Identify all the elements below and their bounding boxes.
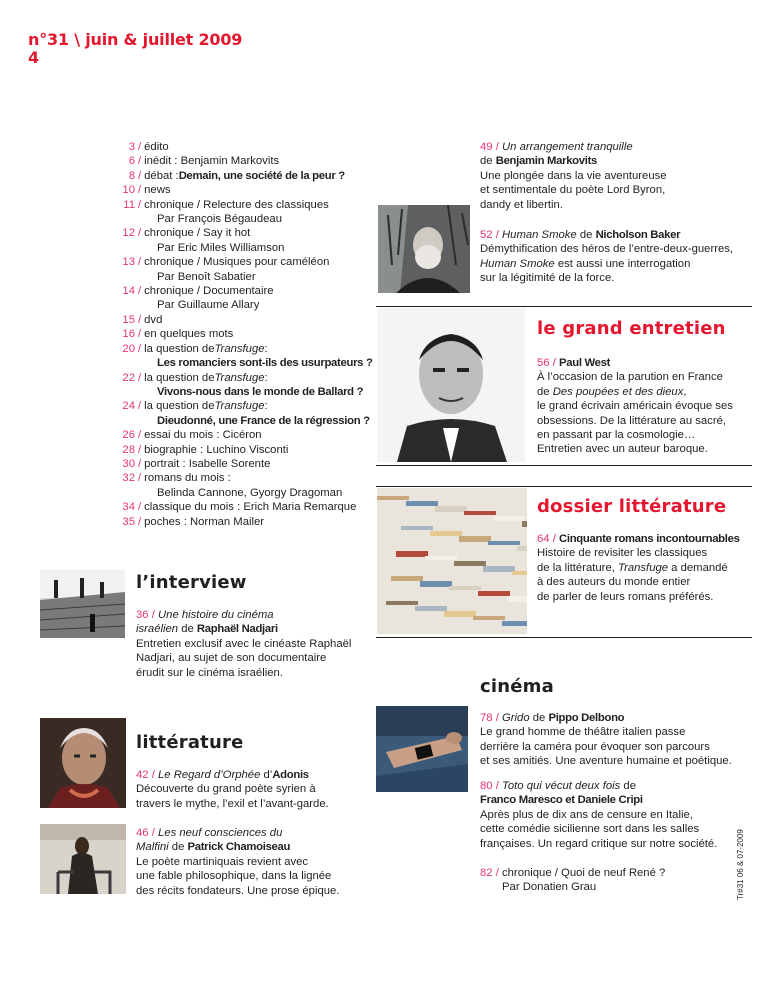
book-spine xyxy=(522,521,527,527)
toc-item[interactable] xyxy=(100,399,370,413)
toc-item[interactable] xyxy=(100,198,370,212)
toc-suffix: : xyxy=(264,400,268,413)
section-title-grand-entretien: le grand entretien xyxy=(537,318,726,339)
summary-line: de parler de leurs romans préférés. xyxy=(537,590,714,603)
page-ref: 42 xyxy=(136,769,149,781)
toc-label: dvd xyxy=(144,313,163,326)
article-author: Raphaël Nadjari xyxy=(196,623,278,636)
grido-photo xyxy=(376,706,468,792)
page-ref: 78 xyxy=(480,712,493,724)
article-grido[interactable]: 78 / Grido de Pippo Delbono Le grand homme de théâtre italien passe derrière la caméra pour évoquer son parcours et ses amitiés. Une aventure humaine et poétique. xyxy=(480,711,750,769)
toc-italic: Transfuge xyxy=(214,371,265,384)
toc-separator: / xyxy=(138,141,142,153)
book-spine xyxy=(507,596,527,602)
page-number: 4 xyxy=(28,48,40,67)
article-chronique-rene[interactable]: 82 / chronique / Quoi de neuf René ? Par Donatien Grau xyxy=(480,866,750,895)
article-title: Cinquante romans incontournables xyxy=(559,533,740,545)
article-author: Par Donatien Grau xyxy=(502,881,597,894)
toc-page-number: 28 xyxy=(122,443,135,456)
toc-italic: Transfuge xyxy=(214,400,265,413)
summary-line: une fable philosophique, dans la lignée xyxy=(136,870,332,883)
toc-question: Les romanciers sont-ils des usurpateurs ? xyxy=(157,357,373,370)
article-paul-west[interactable]: 56 / Paul West À l’occasion de la parution en France de Des poupées et des dieux, le grand écrivain américain évoque ses obsessions. De la littérature au sacré, en passant par la cosmologie… Entretien avec un auteur baroque. xyxy=(537,356,752,457)
summary-italic: Transfuge xyxy=(618,561,669,574)
toc-item[interactable] xyxy=(100,284,370,298)
book-spine xyxy=(449,586,481,590)
section-title-cinema: cinéma xyxy=(480,676,554,697)
article-title: Malfini xyxy=(136,841,169,854)
toc-byline: Belinda Cannone, Gyorgy Dragoman xyxy=(157,486,343,499)
summary-line: Entretien avec un auteur baroque. xyxy=(537,443,708,456)
page-ref: 82 xyxy=(480,867,493,879)
toc-separator: / xyxy=(138,256,142,269)
text-de: de xyxy=(537,385,553,398)
toc-page-number: 32 xyxy=(122,472,135,485)
toc-item[interactable] xyxy=(100,327,370,341)
toc-item[interactable] xyxy=(100,313,370,327)
toc-byline: Par Benoît Sabatier xyxy=(157,270,256,283)
toc-byline: Par Eric Miles Williamson xyxy=(157,241,285,254)
toc-byline: Par François Bégaudeau xyxy=(157,213,282,226)
book-spine xyxy=(435,506,467,512)
toc-label: inédit : Benjamin Markovits xyxy=(144,155,280,168)
toc-question: Vivons-nous dans le monde de Ballard ? xyxy=(157,385,364,398)
toc-label: la question de xyxy=(144,342,215,355)
toc-item[interactable] xyxy=(100,443,370,457)
article-chamoiseau[interactable]: 46 / Les neuf consciences du Malfini de Patrick Chamoiseau Le poète martiniquais revient avec une fable philosophique, dans la lignée des récits fondateurs. Une prose épique. xyxy=(136,826,376,898)
summary-italic: Des poupées et des dieux xyxy=(552,385,684,398)
toc-separator: / xyxy=(138,155,142,168)
article-title: Toto qui vécut deux fois xyxy=(502,780,621,792)
book-spine xyxy=(459,536,491,542)
chamoiseau-photo xyxy=(40,824,126,894)
book-spine xyxy=(454,561,486,566)
page-ref: 49 xyxy=(480,141,493,153)
table-of-contents xyxy=(100,140,373,529)
page-ref: 64 xyxy=(537,533,550,545)
toc-item[interactable] xyxy=(100,371,370,385)
section-title-dossier: dossier littérature xyxy=(537,496,727,517)
summary-line: Le poète martiniquais revient avec xyxy=(136,855,309,868)
toc-separator: / xyxy=(138,472,142,485)
summary-line: Entretien exclusif avec le cinéaste Raphaël xyxy=(136,637,352,650)
summary-line: Le grand homme de théâtre italien passe xyxy=(480,726,686,739)
toc-suffix: : xyxy=(264,342,268,355)
toc-item[interactable] xyxy=(100,342,370,356)
book-spine xyxy=(512,571,527,575)
text-comma: , xyxy=(683,385,687,398)
toc-label: édito xyxy=(144,141,169,153)
summary-line: Démythification des héros de l’entre-deux-guerres, xyxy=(480,243,734,256)
summary-line: sur la légitimité de la force. xyxy=(480,272,615,285)
text-de: de xyxy=(529,712,549,724)
book-spine xyxy=(401,526,433,530)
toc-label: chronique / Documentaire xyxy=(144,285,274,298)
book-spine xyxy=(396,551,428,557)
toc-separator: / xyxy=(138,371,142,384)
toc-label: portrait : Isabelle Sorente xyxy=(144,457,271,470)
toc-separator: / xyxy=(138,198,142,211)
book-spine xyxy=(386,601,418,605)
summary-line: des récits fondateurs. Une prose épique. xyxy=(136,884,340,897)
toc-separator: / xyxy=(138,169,142,182)
toc-separator: / xyxy=(138,328,142,341)
article-author: Nicholson Baker xyxy=(595,229,681,241)
toc-byline: Par Guillaume Allary xyxy=(157,299,260,312)
text-de: de xyxy=(178,623,197,636)
toc-item[interactable] xyxy=(100,226,370,240)
article-author: Pippo Delbono xyxy=(548,712,625,724)
summary-line: travers le mythe, l’exil et l’avant-garde. xyxy=(136,797,329,810)
summary-line: derrière la caméra pour évoquer son parcours xyxy=(480,740,710,753)
book-spine xyxy=(377,496,409,500)
article-nadjari[interactable]: 36 / Une histoire du cinéma israélien de Raphaël Nadjari Entretien exclusif avec le cinéaste Raphaël Nadjari, au sujet de son documentaire érudit sur le cinéma israélien. xyxy=(136,608,376,680)
toc-page-number: 10 xyxy=(122,184,135,197)
toc-label: la question de xyxy=(144,371,215,384)
summary-line: et ses amitiés. Une aventure humaine et poétique. xyxy=(480,755,732,768)
book-spine xyxy=(488,541,520,545)
toc-page-number: 6 xyxy=(128,155,135,168)
issue-code: Tr#31 06 & 07-2009 xyxy=(736,829,745,900)
adonis-photo xyxy=(40,718,126,808)
toc-page-number: 11 xyxy=(123,198,135,211)
toc-separator: / xyxy=(138,342,142,355)
toc-separator: / xyxy=(138,313,142,326)
article-author: Patrick Chamoiseau xyxy=(187,841,291,854)
toc-label: chronique / Relecture des classiques xyxy=(144,198,329,211)
summary-line: dandy et libertin. xyxy=(480,198,563,211)
summary-line: érudit sur le cinéma israélien. xyxy=(136,666,283,679)
book-spine xyxy=(430,531,462,536)
book-spine xyxy=(483,566,515,572)
toc-page-number: 26 xyxy=(122,429,135,442)
article-dossier[interactable]: 64 / Cinquante romans incontournables Histoire de revisiter les classiques de la littérature, Transfuge a demandé à des auteurs du monde entier de parler de leurs romans préférés. xyxy=(537,532,752,604)
summary-line: obsessions. De la littérature au sacré, xyxy=(537,414,727,427)
book-spine xyxy=(464,511,496,515)
markovits-photo xyxy=(378,205,470,293)
page-ref: 56 xyxy=(537,357,550,369)
toc-item[interactable] xyxy=(100,471,370,485)
article-title: Le Regard d’Orphée xyxy=(158,769,261,781)
summary-line: Découverte du grand poète syrien à xyxy=(136,783,316,796)
toc-item[interactable] xyxy=(100,183,370,197)
summary-line: en passant par la cosmologie… xyxy=(537,429,696,442)
toc-label: en quelques mots xyxy=(144,328,234,341)
summary-line: À l’occasion de la parution en France xyxy=(537,371,723,384)
text-de: de xyxy=(576,229,596,241)
toc-item[interactable] xyxy=(100,140,370,154)
book-spine xyxy=(517,546,527,551)
toc-label: chronique / Say it hot xyxy=(144,227,251,240)
toc-page-number: 34 xyxy=(122,501,135,514)
article-title: Les neuf consciences du xyxy=(158,827,283,839)
toc-page-number: 14 xyxy=(122,285,135,298)
article-author: Benjamin Markovits xyxy=(495,155,598,168)
toc-page-number: 13 xyxy=(122,256,135,269)
summary-line: Nadjari, au sujet de son documentaire xyxy=(136,652,327,665)
summary-line: françaises. Un regard critique sur notre société. xyxy=(480,837,718,850)
summary-line: cette comédie sicilienne sort dans les salles xyxy=(480,823,700,836)
book-spine xyxy=(478,591,510,596)
article-title: Un arrangement tranquille xyxy=(502,141,633,153)
book-spine xyxy=(420,581,452,587)
toc-item[interactable] xyxy=(100,428,370,442)
article-adonis[interactable]: 42 / Le Regard d’Orphée d’Adonis Découverte du grand poète syrien à travers le mythe, l’exil et l’avant-garde. xyxy=(136,768,376,811)
page-ref: 80 xyxy=(480,780,493,792)
article-baker[interactable]: 52 / Human Smoke de Nicholson Baker Démythification des héros de l’entre-deux-guerres, Human Smoke est aussi une interrogation sur la légitimité de la force. xyxy=(480,228,750,286)
toc-page-number: 24 xyxy=(122,400,135,413)
toc-question: Dieudonné, une France de la régression ? xyxy=(157,414,370,427)
toc-item[interactable] xyxy=(100,457,370,471)
toc-item[interactable] xyxy=(100,154,370,168)
text-de: d’ xyxy=(260,769,273,781)
book-spine xyxy=(473,616,505,620)
article-toto[interactable]: 80 / Toto qui vécut deux fois de Franco Maresco et Daniele Cripi Après plus de dix ans de censure en Italie, cette comédie sicilienne sort dans les salles françaises. Un regard critique sur notre société. xyxy=(480,779,750,851)
article-author: Paul West xyxy=(559,357,611,369)
summary-line: Après plus de dix ans de censure en Italie, xyxy=(480,808,693,821)
toc-label: classique du mois : Erich Maria Remarque xyxy=(144,501,357,514)
toc-bold-title: Demain, une société de la peur ? xyxy=(178,169,345,182)
toc-page-number: 3 xyxy=(128,141,135,153)
toc-label: poches : Norman Mailer xyxy=(144,515,265,528)
book-spine xyxy=(493,516,525,521)
toc-page-number: 30 xyxy=(122,457,135,470)
toc-item[interactable] xyxy=(100,255,370,269)
toc-label: romans du mois : xyxy=(144,472,231,485)
toc-separator: / xyxy=(138,443,142,456)
toc-suffix: : xyxy=(264,371,268,384)
article-title: chronique / Quoi de neuf René ? xyxy=(502,867,666,879)
summary-line: Histoire de revisiter les classiques xyxy=(537,547,708,560)
summary-line: a demandé xyxy=(668,561,728,574)
toc-label: chronique / Musiques pour caméléon xyxy=(144,256,330,269)
toc-page-number: 22 xyxy=(122,371,135,384)
page-ref: 52 xyxy=(480,229,493,241)
summary-line: le grand écrivain américain évoque ses xyxy=(537,400,733,413)
summary-line: et sentimentale du poète Lord Byron, xyxy=(480,184,666,197)
summary-line: Une plongée dans la vie aventureuse xyxy=(480,169,667,182)
book-spine xyxy=(415,606,447,611)
text-de: de xyxy=(168,841,188,854)
toc-label: biographie : Luchino Visconti xyxy=(144,443,289,456)
toc-page-number: 12 xyxy=(122,227,135,240)
summary-line: est aussi une interrogation xyxy=(554,257,691,270)
summary-line: à des auteurs du monde entier xyxy=(537,576,691,589)
text-de: de xyxy=(620,780,636,792)
toc-separator: / xyxy=(138,515,142,528)
toc-separator: / xyxy=(138,400,142,413)
article-author: Franco Maresco et Daniele Cripi xyxy=(480,794,643,807)
book-spine xyxy=(425,556,457,560)
books-photo xyxy=(377,488,527,634)
article-author: Adonis xyxy=(272,769,309,781)
toc-separator: / xyxy=(138,285,142,298)
article-markovits[interactable]: 49 / Un arrangement tranquille de Benjamin Markovits Une plongée dans la vie aventureuse et sentimentale du poète Lord Byron, dandy et libertin. xyxy=(480,140,750,212)
page-ref: 46 xyxy=(136,827,149,839)
toc-separator: / xyxy=(138,457,142,470)
summary-line: de la littérature, xyxy=(537,561,619,574)
toc-item[interactable] xyxy=(100,515,370,529)
toc-separator: / xyxy=(138,429,142,442)
toc-separator: / xyxy=(138,227,142,240)
issue-title: n°31 \ juin & juillet 2009 xyxy=(28,30,243,49)
text-de: de xyxy=(480,155,496,168)
article-title: Grido xyxy=(502,712,530,724)
toc-page-number: 35 xyxy=(122,515,135,528)
article-title: israélien xyxy=(136,623,179,636)
toc-item[interactable] xyxy=(100,169,370,183)
article-title: Une histoire du cinéma xyxy=(158,609,274,621)
page-ref: 36 xyxy=(136,609,149,621)
toc-separator: / xyxy=(138,501,142,514)
summary-italic: Human Smoke xyxy=(480,257,555,270)
book-spine xyxy=(444,611,476,617)
paul-west-photo xyxy=(377,308,525,462)
toc-label: débat : xyxy=(144,169,179,182)
article-title: Human Smoke xyxy=(502,229,577,241)
toc-page-number: 15 xyxy=(122,313,135,326)
book-spine xyxy=(502,621,527,626)
book-spine xyxy=(406,501,438,506)
toc-page-number: 16 xyxy=(122,328,135,341)
toc-label: essai du mois : Cicéron xyxy=(144,429,262,442)
section-title-interview: l’interview xyxy=(136,572,247,593)
toc-separator: / xyxy=(138,184,142,197)
toc-page-number: 20 xyxy=(122,342,135,355)
toc-label: la question de xyxy=(144,400,215,413)
section-title-litterature: littérature xyxy=(136,732,244,753)
interview-photo xyxy=(40,570,125,638)
toc-page-number: 8 xyxy=(128,169,135,182)
toc-label: news xyxy=(144,184,171,197)
book-spine xyxy=(391,576,423,581)
toc-item[interactable] xyxy=(100,500,370,514)
toc-italic: Transfuge xyxy=(214,342,265,355)
